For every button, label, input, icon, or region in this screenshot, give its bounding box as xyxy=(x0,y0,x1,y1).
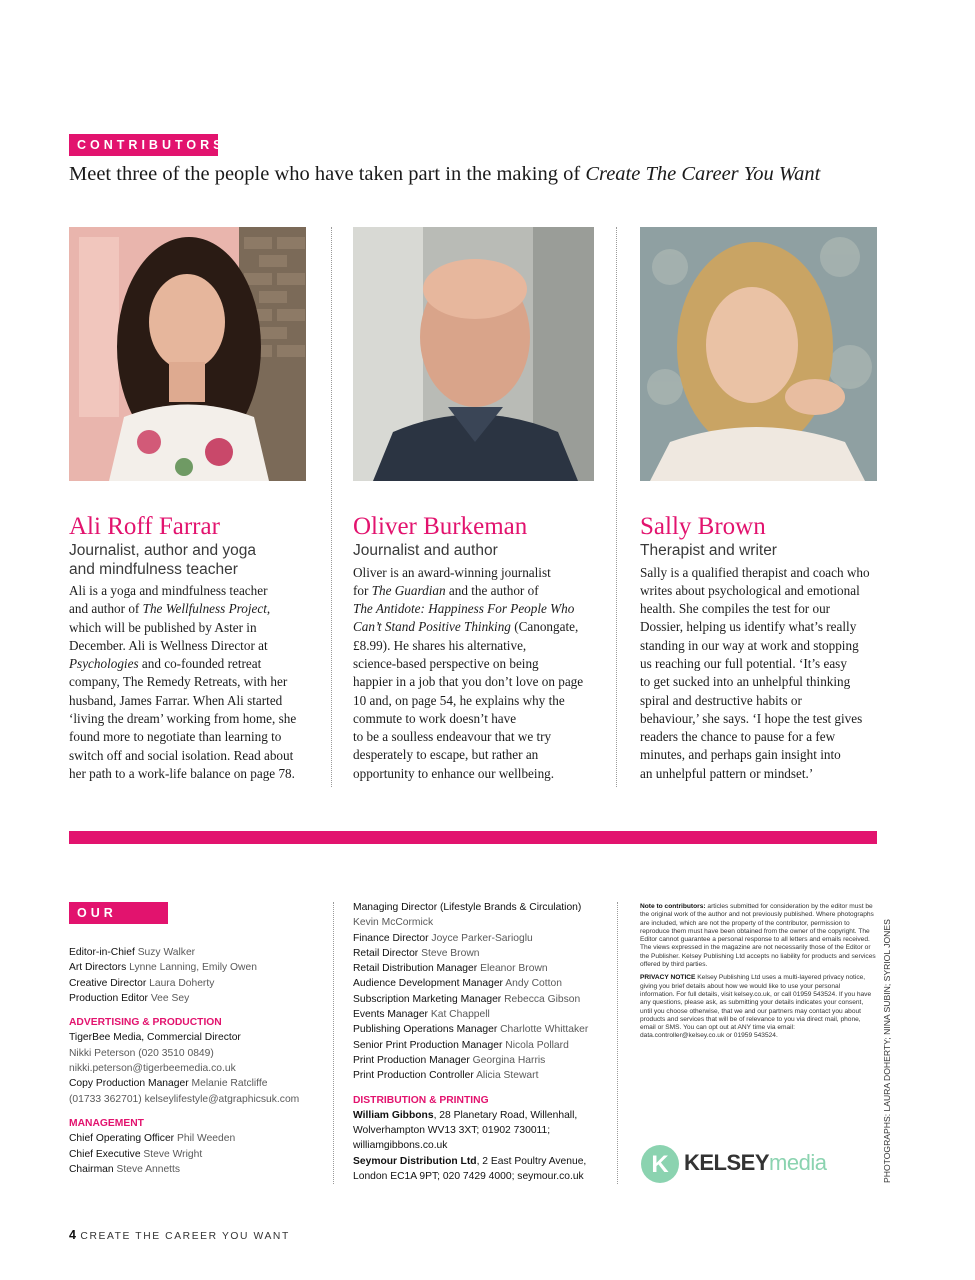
bio-line: standing in our way at work and stopping xyxy=(640,637,859,653)
bio-line: The Antidote: Happiness For People Who xyxy=(353,601,575,617)
person-name: Kat Chappell xyxy=(430,1009,490,1021)
bio-line: happier in a job that you don’t love on page xyxy=(353,674,584,690)
role-title: Chief Executive xyxy=(69,1148,141,1160)
team-row: (01733 362701) kelseylifestyle@atgraphicsuk.com xyxy=(69,1093,300,1105)
person-name: Charlotte Whittaker xyxy=(500,1024,589,1036)
team-row xyxy=(353,992,608,1007)
team-row: Managing Director (Lifestyle Brands & Circulation) xyxy=(353,902,582,913)
person-name: Steve Wright xyxy=(143,1148,203,1160)
bio-line: 10 and, on page 54, he explains why the xyxy=(353,692,565,708)
bio-line: an unhelpful pattern or mindset.’ xyxy=(640,765,814,781)
section-label: CONTRIBUTORS xyxy=(69,134,218,156)
bio-line: and author of The Wellfulness Project, xyxy=(69,601,271,617)
person-name: Steve Brown xyxy=(421,947,480,959)
kelsey-k-icon xyxy=(640,1144,680,1184)
staff-column xyxy=(353,900,608,1184)
bio-line: to get sucked into an unhelpful thinking xyxy=(640,674,851,690)
contributor-oliver xyxy=(353,512,603,783)
company-name: William Gibbons xyxy=(353,1109,434,1121)
team-row xyxy=(69,1147,319,1162)
bio-line: Sally is a qualified therapist and coach who xyxy=(640,564,870,580)
column-divider xyxy=(616,227,617,787)
distribution-line xyxy=(353,1138,608,1153)
bio-line: opportunity to enhance our wellbeing. xyxy=(353,765,555,781)
contributor-name: Oliver Burkeman xyxy=(353,513,528,540)
intro-lead: Meet three of the people who have taken part in the making of xyxy=(69,163,586,185)
team-row xyxy=(69,1076,319,1091)
contributor-ali xyxy=(69,512,314,783)
section-divider-bar xyxy=(69,831,877,844)
role-title: Publishing Operations Manager xyxy=(353,1024,498,1036)
bio-line: for The Guardian and the author of xyxy=(353,582,539,598)
contributor-role xyxy=(353,542,603,561)
bio-line: health. She compiles the test for our xyxy=(640,601,831,617)
person-name: Andy Cotton xyxy=(505,978,562,990)
team-row xyxy=(69,945,319,960)
team-row xyxy=(353,1038,608,1053)
team-row: Kevin McCormick xyxy=(353,917,434,929)
bio-line: found more to negotiate than learning to xyxy=(69,729,282,745)
bio-line: company, The Remedy Retreats, with her xyxy=(69,674,288,690)
role-title: Retail Director xyxy=(353,947,419,959)
team-row: Nikki Peterson (020 3510 0849) xyxy=(69,1047,214,1059)
person-name: Steve Annetts xyxy=(116,1163,181,1175)
role-title: Chairman xyxy=(69,1163,114,1175)
person-name: Melanie Ratcliffe xyxy=(191,1078,268,1090)
address-text: williamgibbons.co.uk xyxy=(353,1140,448,1152)
bio-line: us reaching our full potential. ‘It’s easy xyxy=(640,655,847,671)
contributor-bio xyxy=(69,582,314,783)
column-divider xyxy=(333,902,334,1184)
bio-line: £8.99). He shares his alternative, xyxy=(353,637,527,653)
role-title: Copy Production Manager xyxy=(69,1078,189,1090)
kelsey-media-logo xyxy=(640,1142,830,1186)
bio-line: her path to a work-life balance on page 78. xyxy=(69,765,295,781)
role-line: Therapist and writer xyxy=(640,542,777,559)
role-title: Print Production Manager xyxy=(353,1054,470,1066)
page-number: 4 xyxy=(69,1228,76,1242)
team-row xyxy=(69,976,319,991)
photo-sally-brown xyxy=(640,227,877,481)
team-row xyxy=(353,1053,608,1068)
distribution-line xyxy=(353,1169,608,1184)
bio-line: commute to work doesn’t have xyxy=(353,710,517,726)
role-line: Journalist and author xyxy=(353,542,498,559)
distribution-line xyxy=(353,1108,608,1123)
team-row xyxy=(353,1022,608,1037)
role-title: Print Production Controller xyxy=(353,1070,474,1082)
distribution-line xyxy=(353,1123,608,1138)
bio-line: readers the chance to pause for a few xyxy=(640,729,836,745)
bio-line: which will be published by Aster in xyxy=(69,619,257,635)
team-column xyxy=(69,945,319,1177)
contributor-name: Sally Brown xyxy=(640,513,766,540)
logo-mark: K xyxy=(651,1151,669,1178)
privacy-note xyxy=(640,974,876,1040)
role-title: Retail Distribution Manager xyxy=(353,963,478,975)
contributor-role xyxy=(640,542,890,561)
person-name: Nicola Pollard xyxy=(505,1039,569,1051)
team-row xyxy=(353,1007,608,1022)
team-row xyxy=(353,961,608,976)
bio-line: writes about psychological and emotional xyxy=(640,582,860,598)
logo-word-kelsey: KELSEY xyxy=(684,1150,770,1175)
person-name: Joyce Parker-Sarioglu xyxy=(431,932,533,944)
team-row xyxy=(69,991,319,1006)
team-row xyxy=(69,1162,319,1177)
role-title: Finance Director xyxy=(353,932,429,944)
team-row: nikki.peterson@tigerbeemedia.co.uk xyxy=(69,1063,236,1075)
contributor-sally xyxy=(640,512,890,783)
role-title: Production Editor xyxy=(69,992,148,1004)
person-name: Georgina Harris xyxy=(472,1054,546,1066)
team-label: OUR TEAM xyxy=(69,902,168,924)
section-heading: MANAGEMENT xyxy=(69,1117,144,1129)
bio-line: Oliver is an award-winning journalist xyxy=(353,564,551,580)
address-text: , 2 East Poultry Avenue, xyxy=(476,1155,587,1167)
section-heading: ADVERTISING & PRODUCTION xyxy=(69,1017,222,1029)
person-name: Suzy Walker xyxy=(137,947,196,958)
photo-credits: PHOTOGRAPHS: LAURA DOHERTY; NINA SUBIN; SYRIOL JONES xyxy=(882,919,892,1183)
contributor-bio xyxy=(353,564,603,784)
role-title: Chief Operating Officer xyxy=(69,1133,175,1145)
role-title: Editor-in-Chief xyxy=(69,947,135,958)
role-title: Art Directors xyxy=(69,962,127,974)
bio-line: Psychologies and co-founded retreat xyxy=(69,656,262,672)
bio-line: December. Ali is Wellness Director at xyxy=(69,637,268,653)
bio-line: Dossier, helping us identify what’s really xyxy=(640,619,857,635)
role-line: Journalist, author and yoga xyxy=(69,542,256,559)
person-name: Eleanor Brown xyxy=(480,963,548,975)
person-name: Alicia Stewart xyxy=(476,1070,539,1082)
logo-wordmark xyxy=(684,1150,826,1176)
team-row xyxy=(353,931,608,946)
person-name: Vee Sey xyxy=(150,992,190,1004)
role-title: Creative Director xyxy=(69,977,147,989)
person-name: Phil Weeden xyxy=(177,1133,236,1145)
note-heading: PRIVACY NOTICE xyxy=(640,974,696,982)
page-folio xyxy=(69,1228,290,1242)
company-name: Seymour Distribution Ltd xyxy=(353,1155,477,1167)
note-text: Kelsey Publishing Ltd uses a multi-layered privacy notice, giving you brief details about how we would like to use your personal information. For full details, visit kelsey.co.uk, or call 01959 543524. If you have any questions, please ask, as submitting your details indicates your consent, until you choose otherwise, that we and our partners may contact you about products and services that will be of relevance to you via direct mail, phone, email or SMS. You can opt out at ANY time via email: data.controller@kelsey.co.uk or 01959 543524. xyxy=(640,974,872,1040)
person-name: Rebecca Gibson xyxy=(504,993,581,1005)
note-text: articles submitted for consideration by the editor must be the original work of the author and not previously published. Where photographs are included, which are not the property of the contributor, permission to reproduce them must have been obtained from the owner of the copyright. The Editor cannot guarantee a personal response to all letters and emails received. The views expressed in the magazine are not necessarily those of the Editor or the Publisher. Kelsey Publishing Ltd accepts no liability for products and services offered by third parties. xyxy=(640,903,876,969)
bio-line: husband, James Farrar. When Ali started xyxy=(69,692,283,708)
bio-line: Ali is a yoga and mindfulness teacher xyxy=(69,583,268,598)
contributor-role xyxy=(69,542,314,579)
team-row xyxy=(69,1131,319,1146)
bio-line: science-based perspective on being xyxy=(353,655,539,671)
column-divider xyxy=(331,227,332,787)
photo-ali-roff-farrar xyxy=(69,227,306,481)
legal-notes xyxy=(640,903,876,1046)
role-title: Audience Development Manager xyxy=(353,978,503,990)
photo-oliver-burkeman xyxy=(353,227,594,481)
team-row xyxy=(353,976,608,991)
logo-word-media: media xyxy=(769,1150,827,1175)
team-row xyxy=(353,946,608,961)
magazine-title: CREATE THE CAREER YOU WANT xyxy=(80,1231,290,1242)
distribution-line xyxy=(353,1154,608,1169)
team-row xyxy=(69,960,319,975)
person-name: Laura Doherty xyxy=(149,977,215,989)
address-text: Wolverhampton WV13 3XT; 01902 730011; xyxy=(353,1125,551,1137)
note-heading: Note to contributors: xyxy=(640,903,706,910)
address-text: , 28 Planetary Road, Willenhall, xyxy=(433,1109,578,1121)
role-line: and mindfulness teacher xyxy=(69,560,238,578)
person-name: Lynne Lanning, Emily Owen xyxy=(129,962,257,974)
intro-text xyxy=(69,163,949,186)
column-divider xyxy=(617,902,618,1184)
section-heading: DISTRIBUTION & PRINTING xyxy=(353,1094,489,1106)
team-row xyxy=(353,1068,608,1083)
intro-title: Create The Career You Want xyxy=(585,163,821,185)
bio-line: behaviour,’ she says. ‘I hope the test gives xyxy=(640,710,863,726)
bio-line: spiral and destructive habits or xyxy=(640,692,802,708)
bio-line: to be a soulless endeavour that we try xyxy=(353,729,552,745)
contributor-name: Ali Roff Farrar xyxy=(69,513,220,540)
contributor-bio xyxy=(640,564,890,784)
bio-line: minutes, and perhaps gain insight into xyxy=(640,747,841,763)
bio-line: switch off and social isolation. Read about xyxy=(69,747,294,763)
role-title: Senior Print Production Manager xyxy=(353,1039,503,1051)
bio-line: ‘living the dream’ working from home, she xyxy=(69,711,297,727)
address-text: London EC1A 9PT; 020 7429 4000; seymour.co.uk xyxy=(353,1171,584,1183)
role-title: Events Manager xyxy=(353,1009,428,1021)
bio-line: Can’t Stand Positive Thinking (Canongate, xyxy=(353,619,579,635)
contributors-note xyxy=(640,903,876,969)
bio-line: desperately to escape, but rather an xyxy=(353,747,539,763)
role-title: Subscription Marketing Manager xyxy=(353,993,502,1005)
team-row: TigerBee Media, Commercial Director xyxy=(69,1032,241,1044)
